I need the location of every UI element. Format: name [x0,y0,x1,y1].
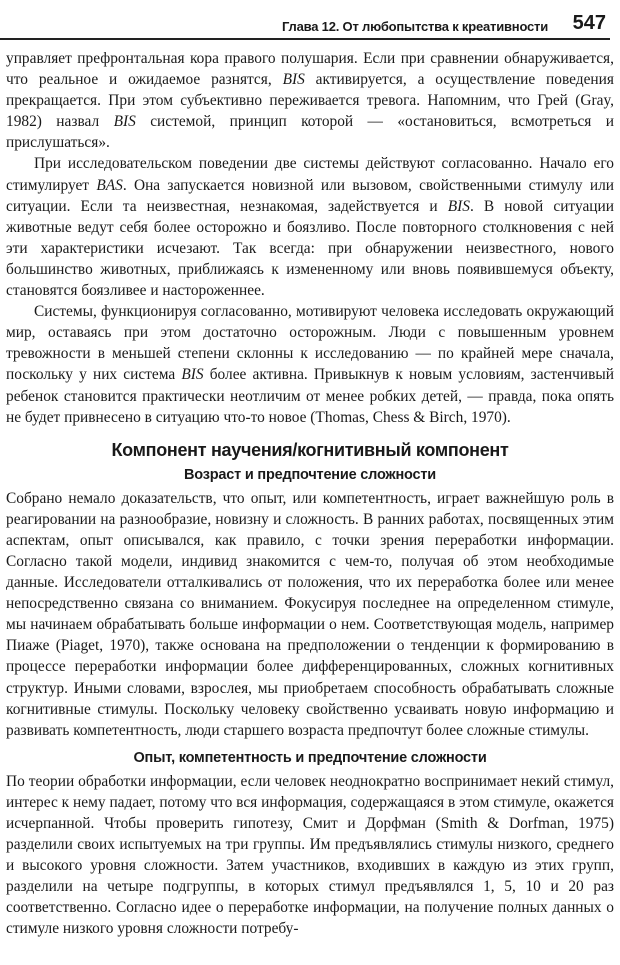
text-run: системой, принцип которой — «остановиться, всмотреться и прислушаться». [6,113,614,152]
subheading-age-complexity: Возраст и предпочтение сложности [183,466,437,483]
italic-term: BAS [96,176,123,194]
paragraph-experience-complexity: По теории обработки информации, если человек неоднократно воспринимает некий стимул, интерес к нему падает, потому что вся информация, содержащаяся в этом стимуле, окажется исчерпанной. Чтобы проверить гипотезу, Смит и Дорфман (Smith & Dorfman, 1975) разделили своих испытуемых на три группы. Им предъявлялись стимулы низкого, среднего и высокого уровня сложности. Затем участников, входивших в каждую из этих групп, разделили на четыре подгруппы, в которых стимул предъявлялся 1, 5, 10 и 20 раз соответственно. Согласно идее о переработке информации, на получение полных данных о стимуле низкого уровня сложности потребу- [6,772,614,938]
italic-term: BIS [181,366,204,384]
italic-term: BIS [113,113,136,131]
page-header [0,10,610,40]
intro-paragraph [6,301,614,428]
text-run: управляет префронтальная кора правого полушария. Если при сравнении обнаруживается, что реальное и ожидаемое разнятся, [6,50,614,89]
italic-term: BIS [447,197,470,215]
page-body [6,48,614,940]
intro-paragraph [6,48,614,153]
text-run: Системы, функционируя согласованно, мотивируют человека исследовать окружающий мир, оставаясь при этом достаточно осторожным. Люди с повышенным уровнем тревожности в меньшей степени склонны к исследованию — по крайней мере сначала, поскольку у них система [6,303,614,384]
section-heading: Компонент научения/когнитивный компонент [111,439,509,460]
intro-paragraph [6,153,614,301]
text-run: При исследовательском поведении две системы действуют согласованно. Начало его стимулирует [6,155,614,194]
text-run: . Она запускается новизной или вызовом, свойственными стимулу или ситуации. Если та неизвестная, незнакомая, задействуется и [6,176,615,215]
italic-term: BIS [282,71,305,89]
running-title: Глава 12. От любопытства к креативности [282,19,548,34]
subheading-experience-complexity: Опыт, компетентность и предпочтение сложности [133,749,487,766]
text-run: активируется, а осуществление поведения прекращается. При этом субъективно переживается тревога. Напомним, что Грей (Gray, 1982) назвал [6,71,614,131]
text-run: более активна. Привыкнув к новым условиям, застенчивый ребенок становится практически неотличим от менее робких детей, — правда, пока опять не будет привнесено в ситуацию что-то новое (Thomas, Chess & Birch, 1970). [6,366,614,426]
intro-paragraphs [6,48,614,428]
page-number: 547 [572,12,606,34]
paragraph-age-complexity: Собрано немало доказательств, что опыт, или компетентность, играет важнейшую роль в реагировании на разнообразие, новизну и сложность. В ранних работах, посвященных этим аспектам, опыт описывался, как правило, с точки зрения переработки информации. Согласно такой модели, индивид знакомится с чем-то, получая об этом необходимые данные. Исследователи отталкивались от положения, что их переработка более или менее непосредственно связана со вниманием. Фокусируя последнее на определенном стимуле, мы начинаем обрабатывать больше информации о нем. Соответствующая модель, например Пиаже (Piaget, 1970), также основана на предположении о тенденции к формированию в процессе переработки информации более дифференцированных, сложных когнитивных структур. Иными словами, взрослея, мы приобретаем способность обрабатывать сложные когнитивные стимулы. Поскольку человеку свойственно усваивать новую информацию и развивать компетентность, люди старшего возраста предпочтут более сложные стимулы. [6,489,614,739]
text-run: . В новой ситуации животные ведут себя более осторожно и боязливо. После повторного столкновения с ней эти характеристики исчезают. Так всегда: при обнаружении неизвестного, нового большинство животных, приближаясь к измененному или вновь появившемуся объекту, становятся боязливее и настороженнее. [6,197,614,300]
